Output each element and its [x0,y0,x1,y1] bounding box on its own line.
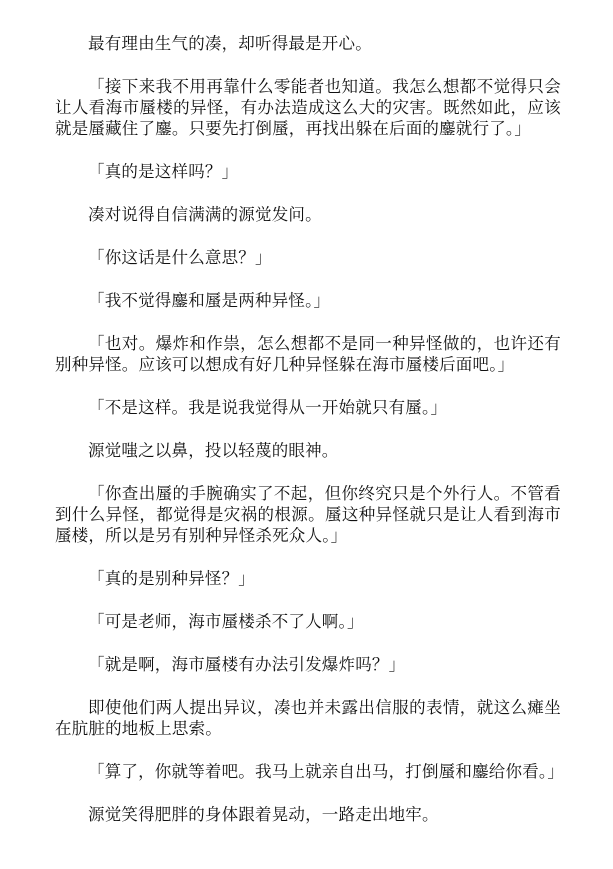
paragraph-9: 源觉嗤之以鼻，投以轻蔑的眼神。 [88,441,339,460]
paragraph-12: 「可是老师，海市蜃楼杀不了人啊。」 [88,612,364,631]
paragraph-16: 源觉笑得肥胖的身体跟着晃动，一路走出地牢。 [88,805,439,824]
paragraph-6: 「我不觉得鏖和蜃是两种异怪。」 [88,291,331,310]
paragraph-4: 凑对说得自信满满的源觉发问。 [88,205,322,224]
paragraph-13: 「就是啊，海市蜃楼有办法引发爆炸吗？」 [88,655,406,674]
paragraph-11: 「真的是别种异怪？」 [88,569,255,588]
paragraph-3: 「真的是这样吗？」 [88,162,239,181]
paragraph-14: 即使他们两人提出异议，凑也并未露出信服的表情，就这么瘫坐在肮脏的地板上思索。 [55,698,561,738]
paragraph-5: 「你这话是什么意思？」 [88,248,272,267]
paragraph-8: 「不是这样。我是说我觉得从一开始就只有蜃。」 [88,398,448,417]
paragraph-15: 「算了，你就等着吧。我马上就亲自出马，打倒蜃和鏖给你看。」 [88,762,565,781]
paragraph-2: 「接下来我不用再靠什么零能者也知道。我怎么想都不觉得只会让人看海市蜃楼的异怪，有办法造成这么大的灾害。既然如此，应该就是蜃藏住了鏖。只要先打倒蜃，再找出躲在后面的鏖就行了。」 [55,77,561,138]
paragraph-1: 最有理由生气的凑，却听得最是开心。 [88,34,372,53]
paragraph-10: 「你查出蜃的手腕确实了不起，但你终究只是个外行人。不管看到什么异怪，都觉得是灾祸的根源。蜃这种异怪就只是让人看到海市蜃楼，所以是另有别种异怪杀死众人。」 [55,484,561,545]
paragraph-7: 「也对。爆炸和作祟，怎么想都不是同一种异怪做的，也许还有别种异怪。应该可以想成有好几种异怪躲在海市蜃楼后面吧。」 [55,334,561,374]
